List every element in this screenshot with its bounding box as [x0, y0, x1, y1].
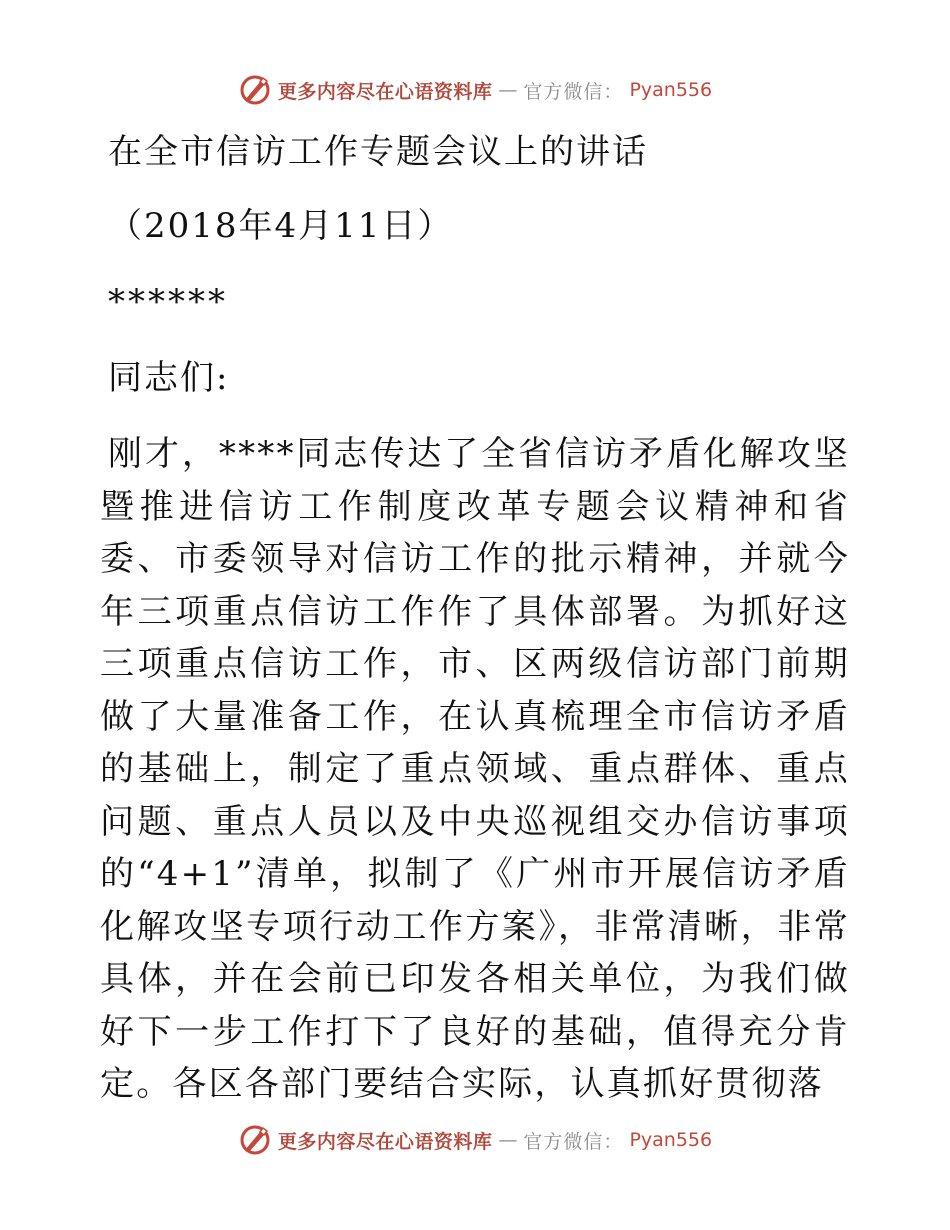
footer-watermark	[0, 1120, 950, 1160]
watermark-id: Pyan556	[629, 1129, 713, 1151]
body-paragraph: 刚才，****同志传达了全省信访矛盾化解攻坚暨推进信访工作制度改革专题会议精神和省委、市委领导对信访工作的批示精神，并就今年三项重点信访工作作了具体部署。为抓好这三项重点信访工作，市、区两级信访部门前期做了大量准备工作，在认真梳理全市信访矛盾的基础上，制定了重点领域、重点群体、重点问题、重点人员以及中央巡视组交办信访事项的“4+1”清单，拟制了《广州市开展信访矛盾化解攻坚专项行动工作方案》，非常清晰，非常具体，并在会前已印发各相关单位，为我们做好下一步工作打下了良好的基础，值得充分肯定。各区各部门要结合实际，认真抓好贯彻落	[100, 434, 850, 1104]
greeting: 同志们:	[108, 358, 230, 398]
document-body	[100, 120, 850, 1145]
watermark-id: Pyan556	[629, 79, 713, 101]
document-title: 在全市信访工作专题会议上的讲话	[108, 132, 648, 172]
pen-logo-icon	[238, 1123, 272, 1157]
watermark-dash: —	[498, 79, 518, 101]
watermark-brand: 更多内容尽在心语资料库	[277, 1130, 493, 1153]
watermark-dash: —	[498, 1129, 518, 1151]
document-date: （2018年4月11日）	[108, 206, 454, 246]
speaker-placeholder: ******	[108, 282, 228, 322]
watermark-official: 官方微信：	[523, 1130, 624, 1153]
header-watermark	[0, 70, 950, 110]
watermark-official: 官方微信：	[523, 80, 624, 103]
watermark-brand: 更多内容尽在心语资料库	[277, 80, 493, 103]
pen-logo-icon	[238, 73, 272, 107]
